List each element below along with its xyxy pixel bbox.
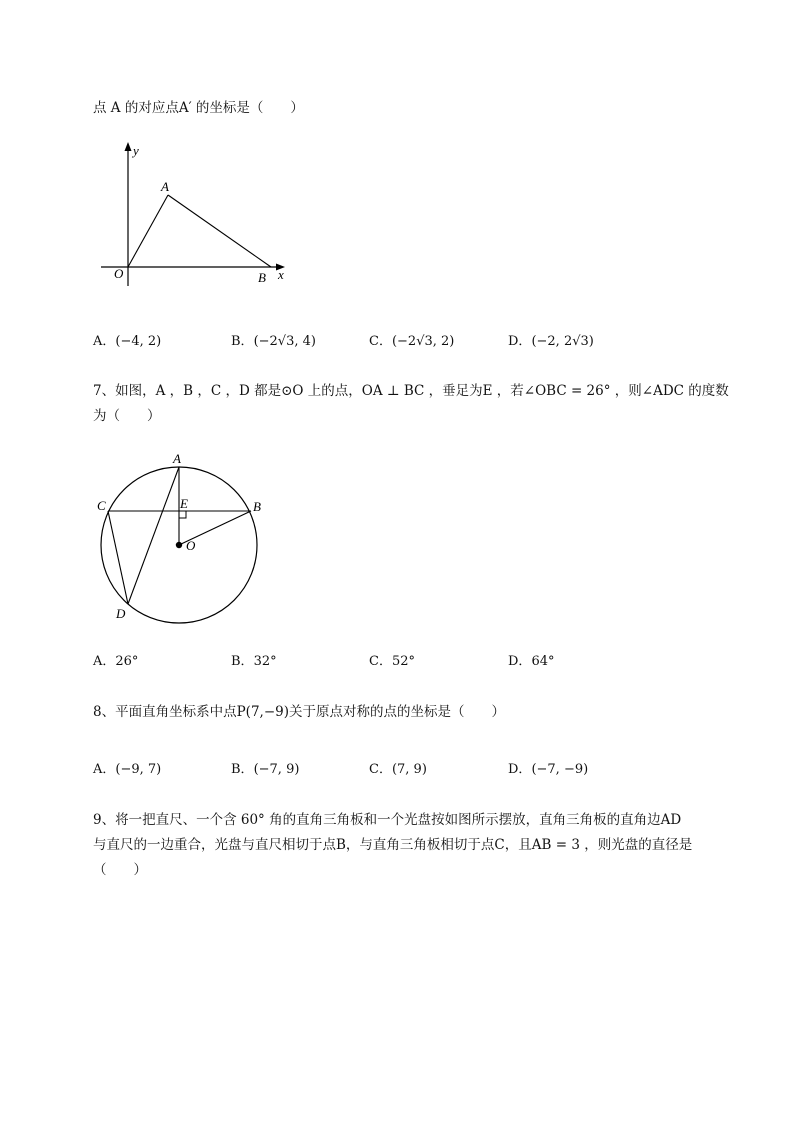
option-text: 52° bbox=[391, 654, 415, 669]
q7-circle-figure bbox=[92, 448, 272, 628]
option-letter: B． bbox=[231, 654, 254, 669]
x-axis-label: x bbox=[278, 267, 284, 282]
option-letter: C． bbox=[369, 762, 392, 777]
option-text: (−4, 2) bbox=[115, 334, 162, 349]
q6-coordinate-figure bbox=[95, 138, 295, 288]
option-text: (−7, −9) bbox=[531, 762, 589, 777]
y-axis-label: y bbox=[133, 143, 139, 158]
option-text: (−2√3, 4) bbox=[253, 334, 316, 349]
option-letter: B． bbox=[231, 762, 254, 777]
q9-stem-line3: （ ） bbox=[93, 862, 147, 878]
segment-CD bbox=[108, 511, 128, 604]
option-letter: D． bbox=[508, 762, 532, 777]
q7-option-c bbox=[369, 653, 415, 671]
q9-stem-line1: 9、将一把直尺、一个含 60° 角的直角三角板和一个光盘按如图所示摆放，直角三角板的直角边AD bbox=[93, 812, 682, 828]
q7-stem-line1: 7、如图，A ，B ，C ，D 都是⊙O 上的点，OA ⊥ BC ，垂足为E ，若∠OBC = 26° ，则∠ADC 的度数 bbox=[93, 383, 729, 399]
option-letter: D． bbox=[508, 334, 532, 349]
point-O-label: O bbox=[186, 538, 196, 553]
point-E-label: E bbox=[180, 496, 188, 511]
option-text: (−7, 9) bbox=[253, 762, 300, 777]
option-letter: C． bbox=[369, 654, 392, 669]
q6-option-c bbox=[369, 333, 454, 351]
center-dot bbox=[176, 542, 182, 548]
option-letter: C． bbox=[369, 334, 392, 349]
q9-stem-line2: 与直尺的一边重合，光盘与直尺相切于点B，与直角三角板相切于点C，且AB = 3 ，则光盘的直径是 bbox=[93, 837, 693, 853]
point-A-label: A bbox=[161, 179, 169, 194]
option-text: 26° bbox=[115, 654, 139, 669]
option-text: (−2, 2√3) bbox=[531, 334, 594, 349]
point-C-label: C bbox=[97, 498, 106, 513]
q6-stem: 点 A 的对应点A′ 的坐标是（ ） bbox=[93, 100, 304, 116]
q6-option-b bbox=[231, 333, 316, 351]
option-text: (7, 9) bbox=[391, 762, 427, 777]
option-letter: B． bbox=[231, 334, 254, 349]
option-text: (−2√3, 2) bbox=[391, 334, 455, 349]
option-text: 32° bbox=[253, 654, 277, 669]
q7-option-b bbox=[231, 653, 277, 671]
option-letter: D． bbox=[508, 654, 532, 669]
point-B-label: B bbox=[253, 499, 261, 514]
q6-option-d bbox=[508, 333, 594, 351]
segment-OA bbox=[128, 195, 168, 267]
option-letter: A． bbox=[93, 762, 116, 777]
point-D-label: D bbox=[116, 606, 126, 621]
q6-option-a bbox=[93, 333, 161, 351]
option-text: (−9, 7) bbox=[115, 762, 162, 777]
y-axis-arrow bbox=[125, 142, 132, 151]
q8-option-c bbox=[369, 761, 427, 779]
option-letter: A． bbox=[93, 654, 116, 669]
point-B-label: B bbox=[258, 270, 266, 285]
option-letter: A． bbox=[93, 334, 116, 349]
q8-option-d bbox=[508, 761, 588, 779]
q7-option-a bbox=[93, 653, 138, 671]
right-angle-mark bbox=[179, 511, 186, 518]
q7-option-d bbox=[508, 653, 554, 671]
q7-stem-line2: 为（ ） bbox=[93, 408, 161, 424]
option-text: 64° bbox=[531, 654, 555, 669]
q8-option-a bbox=[93, 761, 161, 779]
point-A-label: A bbox=[173, 451, 181, 466]
segment-AB bbox=[168, 195, 271, 267]
q8-stem: 8、平面直角坐标系中点P(7,−9)关于原点对称的点的坐标是（ ） bbox=[93, 704, 505, 720]
segment-AD bbox=[128, 467, 179, 604]
point-O-label: O bbox=[114, 266, 124, 281]
q8-option-b bbox=[231, 761, 299, 779]
